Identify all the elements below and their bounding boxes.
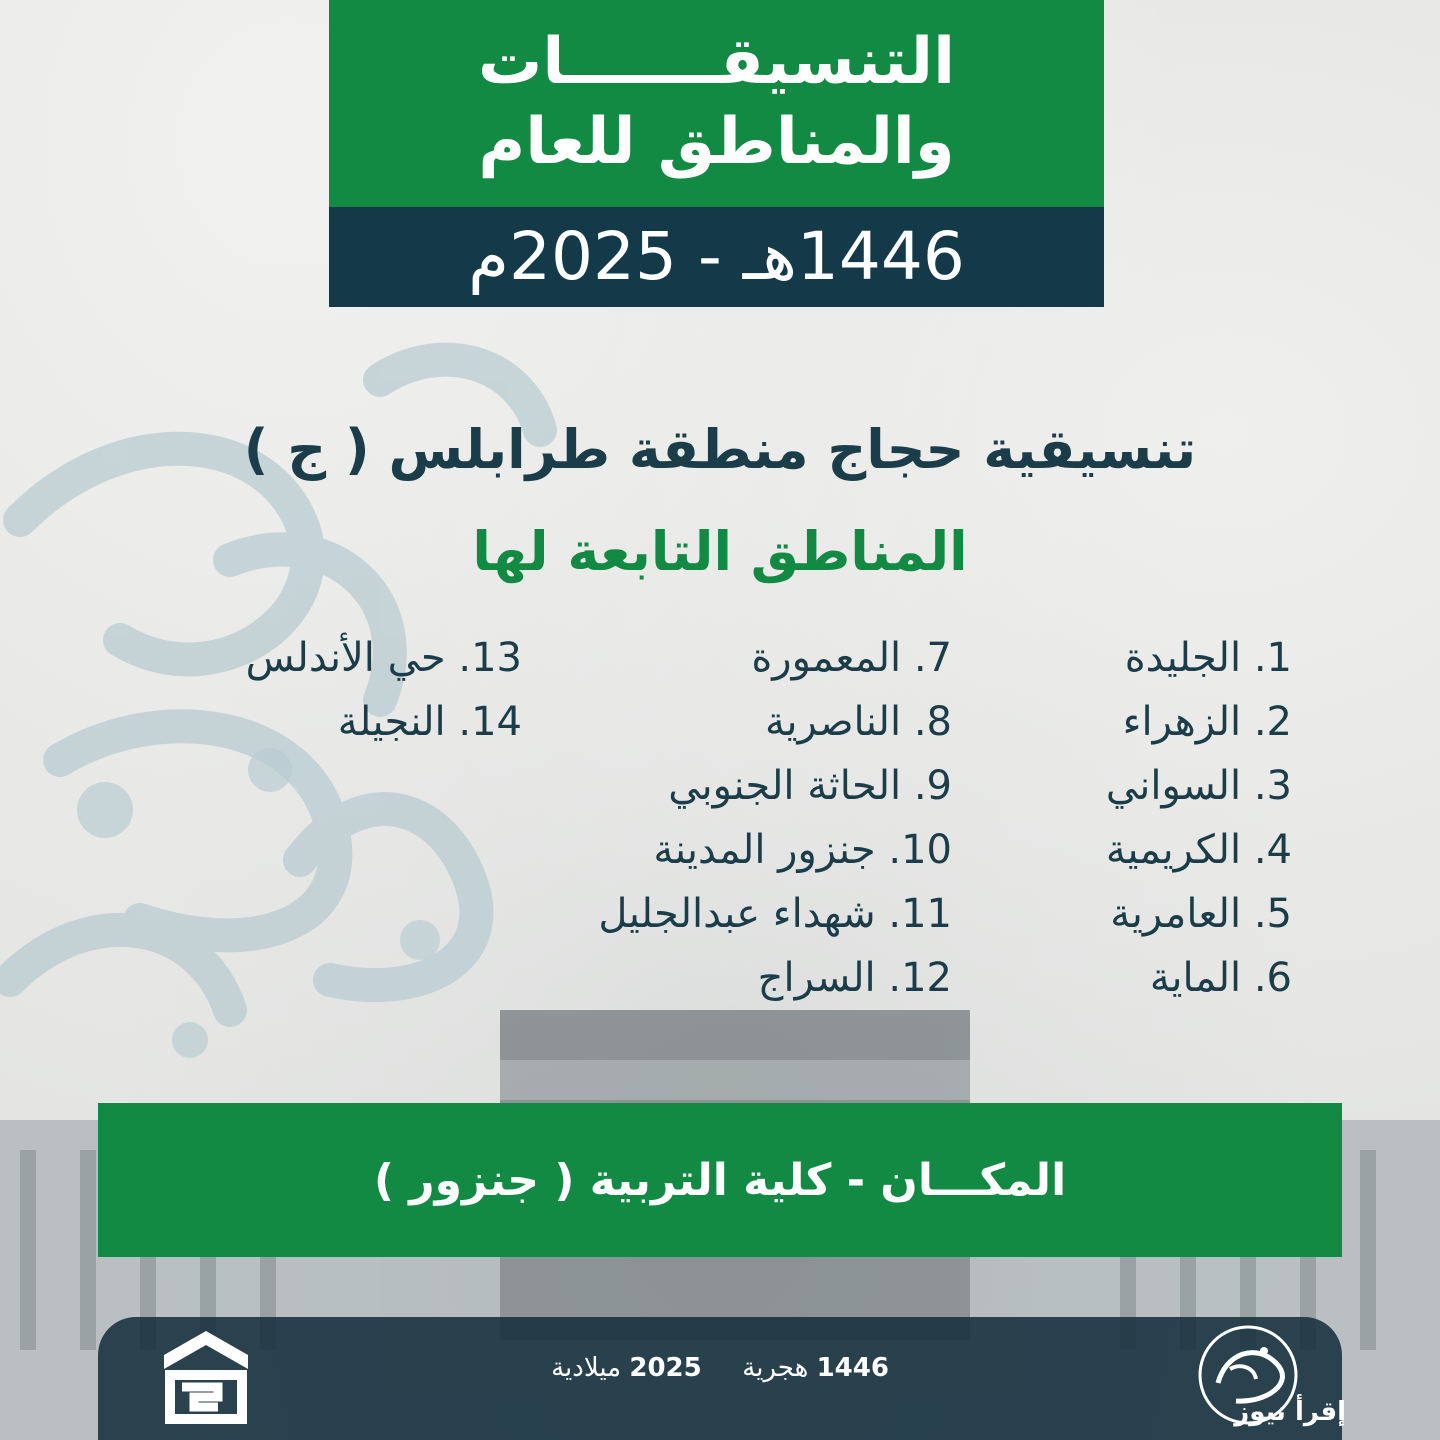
list-item: 14. النجيلة [337,699,522,745]
title-block [329,0,1104,307]
list-item: 8. الناصرية [764,699,952,745]
areas-list-column-1 [1106,626,1292,1010]
hijri-label: هجرية [742,1353,809,1383]
hijri-year: 1446 [816,1353,889,1383]
title-green-box [329,0,1104,207]
list-item: 13. حي الأندلس [245,635,522,681]
list-item: 3. السواني [1105,763,1292,809]
title-line-1: التنسيقـــــــات [478,25,955,99]
brand-logo-text: إقرأ نيوز [1234,1397,1346,1427]
list-item: 6. الماية [1149,955,1292,1001]
list-item: 11. شهداء عبدالجليل [598,891,952,937]
title-year: 1446هـ - 2025م [329,207,1104,307]
list-item: 1. الجليدة [1124,635,1292,681]
areas-list-column-3 [246,626,522,754]
list-item: 5. العامرية [1110,891,1292,937]
title-line-2: والمناطق للعام [478,105,955,179]
list-item: 4. الكريمية [1105,827,1292,873]
list-item: 9. الحاثة الجنوبي [668,763,952,809]
list-item: 12. السراج [757,955,952,1001]
gregorian-label: ميلادية [551,1353,622,1383]
footer-bar [98,1317,1346,1440]
gregorian-year: 2025 [629,1353,702,1383]
list-item: 7. المعمورة [751,635,952,681]
areas-list-column-2 [598,626,952,1010]
coordination-heading: تنسيقية حجاج منطقة طرابلس ( ج ) [243,418,1197,481]
footer-date [98,1353,1342,1383]
list-item: 10. جنزور المدينة [653,827,952,873]
location-text: المكـــان - كلية التربية ( جنزور ) [373,1154,1067,1206]
affiliated-areas-heading: المناطق التابعة لها [472,520,968,583]
location-banner [98,1103,1342,1257]
kaaba-icon [160,1325,252,1425]
list-item: 2. الزهراء [1122,699,1292,745]
